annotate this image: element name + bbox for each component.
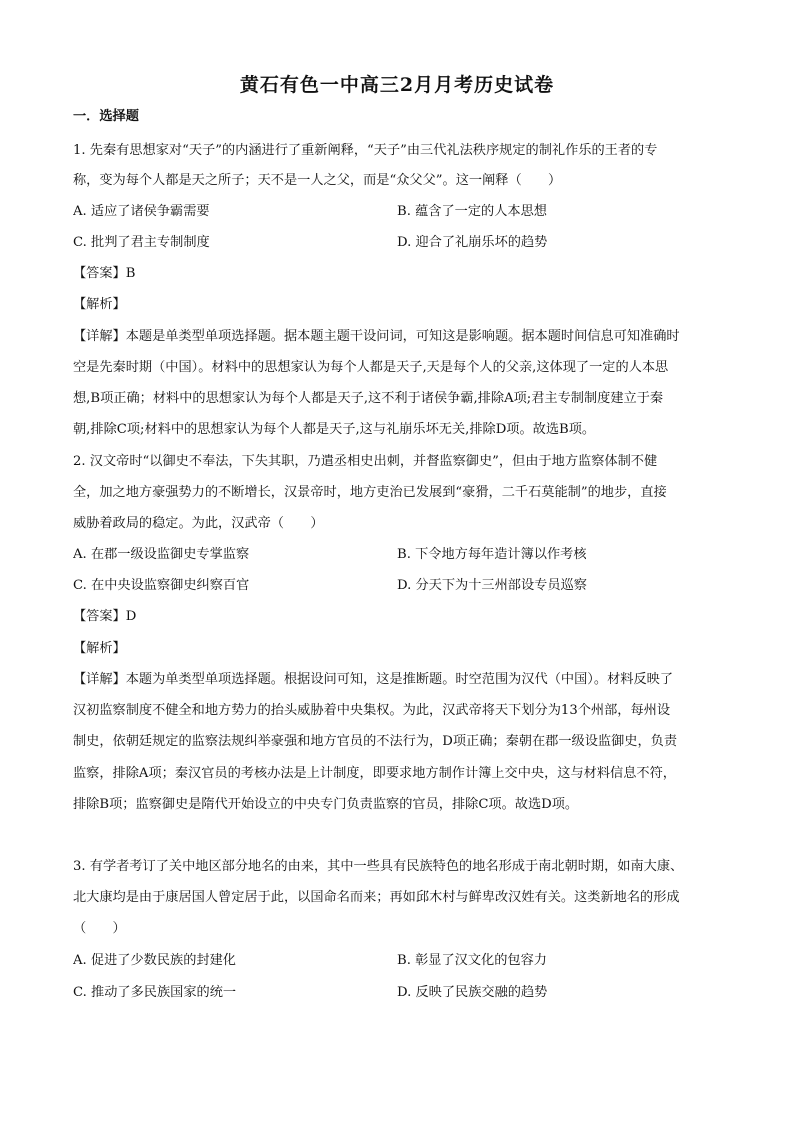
question-2-stem-line-1: 2. 汉文帝时“以御史不奉法，下失其职，乃遣丞相史出刺，并督监察御史”，但由于地方监察体制不健 (73, 454, 658, 469)
question-2-analysis-line-1: 【详解】本题为单类型单项选择题。根据设问可知，这是推断题。时空范围为汉代（中国）。材料反映了 (73, 672, 674, 687)
question-1-option-a[interactable]: A. 适应了诸侯争霸需要 (73, 204, 210, 219)
question-2-option-a[interactable]: A. 在郡一级设监御史专掌监察 (73, 547, 250, 562)
question-2-analysis-line-3: 制史，依朝廷规定的监察法规纠举豪强和地方官员的不法行为，D项正确；秦朝在郡一级设监御史，负责 (73, 734, 678, 749)
question-2-analysis-label: 【解析】 (73, 641, 126, 656)
question-1-option-b[interactable]: B. 蕴含了一定的人本思想 (397, 204, 547, 219)
question-2-options-row-2 (73, 576, 723, 596)
question-3-option-b[interactable]: B. 彰显了汉文化的包容力 (397, 953, 547, 968)
question-1-stem-line-1: 1. 先秦有思想家对“天子”的内涵进行了重新阐释，“天子”由三代礼法秩序规定的制礼作乐的王者的专 (73, 143, 658, 158)
question-1-stem-line-2: 称，变为每个人都是天之所子；天不是一人之父，而是“众父父”。这一阐释（ ） (73, 173, 562, 188)
question-2-analysis-line-5: 排除B项；监察御史是隋代开始设立的中央专门负责监察的官员，排除C项。故选D项。 (73, 797, 579, 812)
question-2-stem-line-2: 全，加之地方豪强势力的不断增长，汉景帝时，地方吏治已发展到“豪猾，二千石莫能制”的地步，直接 (73, 485, 667, 500)
question-3-option-d[interactable]: D. 反映了民族交融的趋势 (397, 985, 548, 1000)
question-1-analysis-line-1: 【详解】本题是单类型单项选择题。据本题主题干设问词，可知这是影响题。据本题时间信息可知准确时 (73, 329, 680, 344)
question-2-options-row-1 (73, 545, 723, 565)
question-3-stem-line-2: 北大康均是由于康居国人曾定居于此，以国命名而来；再如邱木村与鲜卑改汉姓有关。这类新地名的形成 (73, 890, 680, 905)
question-2-analysis-line-2: 汉初监察制度不健全和地方势力的抬头威胁着中央集权。为此，汉武帝将天下划分为13个州部，每州设 (73, 703, 671, 718)
question-1-analysis-label: 【解析】 (73, 297, 126, 312)
question-2-analysis-line-4: 监察，排除A项；秦汉官员的考核办法是上计制度，即要求地方制作计簿上交中央，这与材料信息不符， (73, 766, 676, 781)
question-1-analysis-line-2: 空是先秦时期（中国）。材料中的思想家认为每个人都是天子,天是每个人的父亲,这体现了一定的人本思 (73, 360, 669, 375)
question-1-analysis-line-4: 朝,排除C项;材料中的思想家认为每个人都是天子,这与礼崩乐坏无关,排除D项。故选B项。 (73, 422, 596, 437)
question-3-option-c[interactable]: C. 推动了多民族国家的统一 (73, 985, 237, 1000)
question-2-option-d[interactable]: D. 分天下为十三州部设专员巡察 (397, 578, 587, 593)
exam-title: 黄石有色一中高三2月月考历史试卷 (239, 74, 555, 96)
question-1-answer: 【答案】B (73, 266, 136, 281)
question-1-option-c[interactable]: C. 批判了君主专制制度 (73, 235, 210, 250)
question-2-option-b[interactable]: B. 下令地方每年造计簿以作考核 (397, 547, 587, 562)
question-2-stem-line-3: 威胁着政局的稳定。为此，汉武帝（ ） (73, 516, 324, 531)
question-1-options-row-1 (73, 202, 723, 222)
question-3-options-row-2 (73, 983, 723, 1003)
question-3-stem-line-1: 3. 有学者考订了关中地区部分地名的由来，其中一些具有民族特色的地名形成于南北朝时期，如南大康、 (73, 859, 684, 874)
question-2-answer: 【答案】D (73, 609, 137, 624)
question-1-option-d[interactable]: D. 迎合了礼崩乐坏的趋势 (397, 235, 548, 250)
question-2-option-c[interactable]: C. 在中央设监察御史纠察百官 (73, 578, 250, 593)
question-1-analysis-line-3: 想,B项正确；材料中的思想家认为每个人都是天子,这不利于诸侯争霸,排除A项;君主专制制度建立于秦 (73, 391, 664, 406)
question-1-options-row-2 (73, 233, 723, 253)
question-3-options-row-1 (73, 951, 723, 971)
question-3-stem-line-3: （ ） (73, 921, 126, 936)
section-heading: 一．选择题 (73, 109, 139, 124)
question-3-option-a[interactable]: A. 促进了少数民族的封建化 (73, 953, 236, 968)
